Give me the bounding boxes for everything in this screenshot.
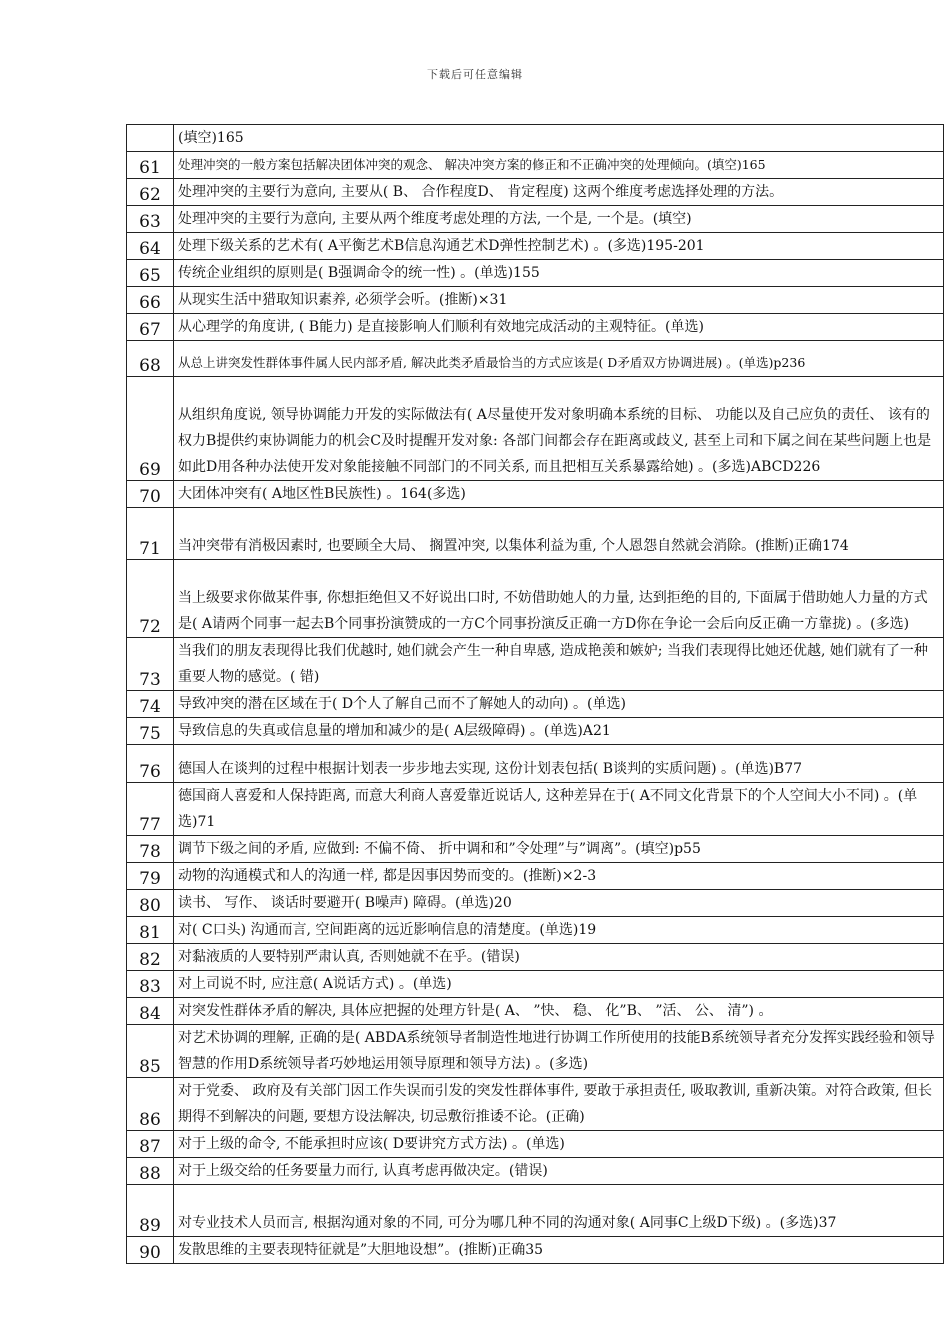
page-header: 下载后可任意编辑 [427,68,523,81]
question-text: 当上级要求你做某件事, 你想拒绝但又不好说出口时, 不妨借助她人的力量, 达到拒绝的目的, 下面属于借助她人力量的方式是( A请两个同事一起去B个同事扮演赞成的一方C个同事扮演反正确一方D你在争论一会后向反正确一方靠拢) 。(多选) [174,560,944,638]
question-text: 处理下级关系的艺术有( A平衡艺术B信息沟通艺术D弹性控制艺术) 。(多选)195-201 [174,233,944,260]
question-number: 88 [127,1158,174,1185]
question-text: 当我们的朋友表现得比我们优越时, 她们就会产生一种自卑感, 造成艳羡和嫉妒; 当我们表现得比她还优越, 她们就有了一种重要人物的感觉。( 错) [174,638,944,691]
question-number: 77 [127,783,174,836]
question-text: 传统企业组织的原则是( B强调命令的统一性) 。(单选)155 [174,260,944,287]
question-table [126,124,944,1264]
question-text: 对于上级交给的任务要量力而行, 认真考虑再做决定。(错误) [174,1158,944,1185]
question-number: 81 [127,917,174,944]
table-row [127,917,944,944]
question-text: 大团体冲突有( A地区性B民族性) 。164(多选) [174,481,944,508]
table-row [127,481,944,508]
question-text: 对专业技术人员而言, 根据沟通对象的不同, 可分为哪几种不同的沟通对象( A同事C上级D下级) 。(多选)37 [174,1185,944,1237]
question-number: 87 [127,1131,174,1158]
question-text: 德国人在谈判的过程中根据计划表一步步地去实现, 这份计划表包括( B谈判的实质问题) 。(单选)B77 [174,745,944,783]
question-text: 读书、 写作、 谈话时要避开( B噪声) 障碍。(单选)20 [174,890,944,917]
question-number: 66 [127,287,174,314]
table-row [127,1237,944,1264]
question-text: 对上司说不时, 应注意( A说话方式) 。(单选) [174,971,944,998]
question-number: 90 [127,1237,174,1264]
table-row [127,560,944,638]
question-text: 对于党委、 政府及有关部门因工作失误而引发的突发性群体事件, 要敢于承担责任, 吸取教训, 重新决策。对符合政策, 但长期得不到解决的问题, 要想方设法解决, 切忌敷衍推诿不论。(正确) [174,1078,944,1131]
table-row [127,1078,944,1131]
question-number: 65 [127,260,174,287]
question-number: 84 [127,998,174,1025]
question-text: 当冲突带有消极因素时, 也要顾全大局、 搁置冲突, 以集体利益为重, 个人恩怨自然就会消除。(推断)正确174 [174,508,944,560]
question-text: 对( C口头) 沟通而言, 空间距离的远近影响信息的清楚度。(单选)19 [174,917,944,944]
table-row [127,125,944,152]
question-number: 74 [127,691,174,718]
question-number: 69 [127,377,174,481]
table-row [127,944,944,971]
table-row [127,508,944,560]
question-text: 处理冲突的主要行为意向, 主要从两个维度考虑处理的方法, 一个是, 一个是。(填空) [174,206,944,233]
table-row [127,233,944,260]
question-text: 从组织角度说, 领导协调能力开发的实际做法有( A尽量使开发对象明确本系统的目标、 功能以及自己应负的责任、 该有的权力B提供约束协调能力的机会C及时提醒开发对象: 各部门间都会存在距离或歧义, 甚至上司和下属之间在某些问题上也是如此D用各种办法使开发对象能接触不同部门的不同关系, 而且把相互关系暴露给她) 。(多选)ABCD226 [174,377,944,481]
table-row [127,1025,944,1078]
table-row [127,152,944,179]
question-text: 处理冲突的主要行为意向, 主要从( B、 合作程度D、 肯定程度) 这两个维度考虑选择处理的方法。 [174,179,944,206]
question-number: 83 [127,971,174,998]
table-row [127,341,944,377]
question-text: 处理冲突的一般方案包括解决团体冲突的观念、 解决冲突方案的修正和不正确冲突的处理倾向。(填空)165 [174,152,944,179]
question-number: 80 [127,890,174,917]
table-row [127,718,944,745]
table-row [127,377,944,481]
question-number: 85 [127,1025,174,1078]
question-number: 79 [127,863,174,890]
question-text: 对黏液质的人要特别严肃认真, 否则她就不在乎。(错误) [174,944,944,971]
question-number: 86 [127,1078,174,1131]
table-row [127,890,944,917]
table-row [127,287,944,314]
question-number [127,125,174,152]
question-text: 从现实生活中猎取知识素养, 必须学会听。(推断)×31 [174,287,944,314]
question-number: 75 [127,718,174,745]
question-number: 70 [127,481,174,508]
question-number: 82 [127,944,174,971]
table-row [127,863,944,890]
question-number: 76 [127,745,174,783]
question-number: 62 [127,179,174,206]
question-number: 61 [127,152,174,179]
table-row [127,998,944,1025]
question-text: 德国商人喜爱和人保持距离, 而意大利商人喜爱靠近说话人, 这种差异在于( A不同文化背景下的个人空间大小不同) 。(单选)71 [174,783,944,836]
question-number: 67 [127,314,174,341]
table-row [127,971,944,998]
table-row [127,783,944,836]
table-row [127,745,944,783]
question-text: 导致冲突的潜在区域在于( D个人了解自己而不了解她人的动向) 。(单选) [174,691,944,718]
question-text: 从心理学的角度讲, ( B能力) 是直接影响人们顺利有效地完成活动的主观特征。(单选) [174,314,944,341]
question-text: 对于上级的命令, 不能承担时应该( D要讲究方式方法) 。(单选) [174,1131,944,1158]
question-text: 导致信息的失真或信息量的增加和减少的是( A层级障碍) 。(单选)A21 [174,718,944,745]
question-number: 68 [127,341,174,377]
question-number: 71 [127,508,174,560]
question-number: 63 [127,206,174,233]
table-row [127,836,944,863]
question-text: 对突发性群体矛盾的解决, 具体应把握的处理方针是( A、 ”快、 稳、 化”B、 ”活、 公、 清”) 。 [174,998,944,1025]
question-number: 64 [127,233,174,260]
question-text: (填空)165 [174,125,944,152]
question-text: 从总上讲突发性群体事件属人民内部矛盾, 解决此类矛盾最恰当的方式应该是( D矛盾双方协调进展) 。(单选)p236 [174,341,944,377]
table-row [127,638,944,691]
table-row [127,1131,944,1158]
table-row [127,314,944,341]
question-number: 78 [127,836,174,863]
table-row [127,1185,944,1237]
table-row [127,206,944,233]
question-number: 73 [127,638,174,691]
question-text: 动物的沟通模式和人的沟通一样, 都是因事因势而变的。(推断)×2-3 [174,863,944,890]
table-row [127,260,944,287]
question-text: 对艺术协调的理解, 正确的是( ABDA系统领导者制造性地进行协调工作所使用的技能B系统领导者充分发挥实践经验和领导智慧的作用D系统领导者巧妙地运用领导原理和领导方法) 。(多选) [174,1025,944,1078]
table-row [127,1158,944,1185]
question-table-body [127,125,944,1264]
table-row [127,691,944,718]
question-number: 89 [127,1185,174,1237]
table-row [127,179,944,206]
question-number: 72 [127,560,174,638]
question-text: 发散思维的主要表现特征就是”大胆地设想”。(推断)正确35 [174,1237,944,1264]
question-text: 调节下级之间的矛盾, 应做到: 不偏不倚、 折中调和和”令处理”与”调离”。(填空)p55 [174,836,944,863]
